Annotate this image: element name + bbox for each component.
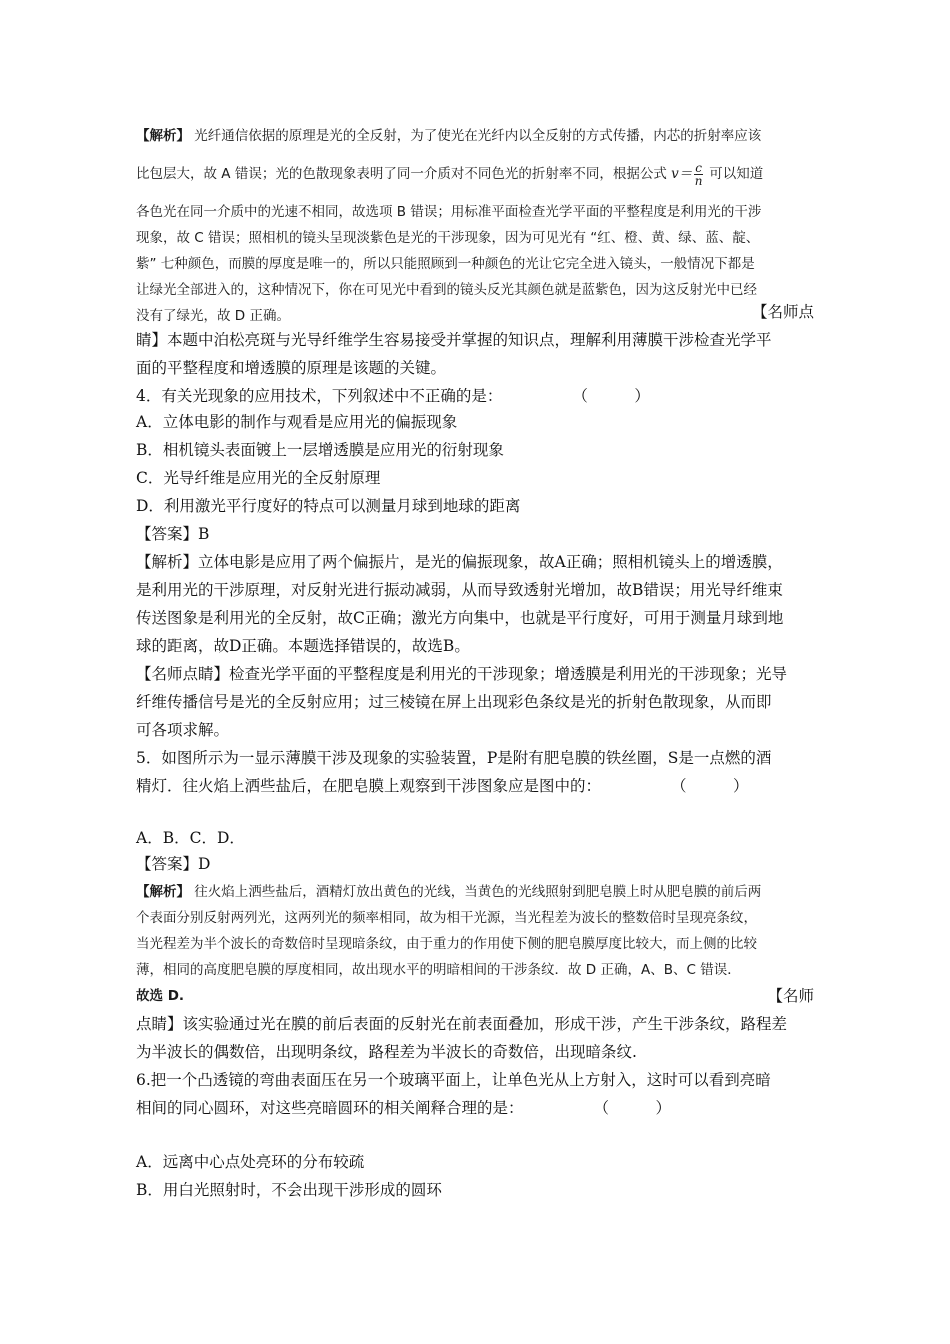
explanation-text: 往火焰上洒些盐后，酒精灯放出黄色的光线，当黄色的光线照射到肥皂膜上时从肥皂膜的前后两 <box>194 884 762 900</box>
formula-fraction <box>694 162 703 187</box>
mingshi-line <box>136 328 772 350</box>
mingshi-line: 为半波长的偶数倍，出现明条纹，路程差为半波长的奇数倍，出现暗条纹. <box>136 1043 637 1061</box>
mingshi-text: 本题中泊松亮斑与光导纤维学生容易接受并掌握的知识点，理解利用薄膜干涉检查光学平 <box>167 331 772 349</box>
answer-blank: （ ） <box>572 387 650 405</box>
explanation-tag: 【解析】 <box>136 128 190 144</box>
option-a: A．立体电影的制作与观看是应用光的偏振现象 <box>136 413 458 431</box>
option-b: B．用白光照射时，不会出现干涉形成的圆环 <box>136 1181 442 1199</box>
formula-denominator: n <box>694 173 703 188</box>
mingshi-tag: 【名师点 <box>751 303 814 321</box>
options-line: A．B．C．D． <box>136 829 245 847</box>
option-b: B．相机镜头表面镀上一层增透膜是应用光的衍射现象 <box>136 441 504 459</box>
question-5-stem-cont <box>136 774 749 796</box>
option-a: A．远离中心点处亮环的分布较疏 <box>136 1153 365 1171</box>
mingshi-tag: 睛】 <box>136 331 168 349</box>
mingshi-line: 【名师点睛】检查光学平面的平整程度是利用光的干涉现象；增透膜是利用光的干涉现象；光导 <box>136 665 788 683</box>
explanation-line <box>136 122 761 150</box>
mingshi-line <box>136 1012 787 1034</box>
explanation-line: 故选 D. <box>136 988 185 1004</box>
mingshi-line: 面的平整程度和增透膜的原理是该题的关键。 <box>136 359 447 377</box>
option-d: D．利用激光平行度好的特点可以测量月球到地球的距离 <box>136 497 521 515</box>
question-6-stem-cont <box>136 1096 671 1118</box>
question-5-stem: 5．如图所示为一显示薄膜干涉及现象的实验装置，P是附有肥皂膜的铁丝圈，S是一点燃的酒 <box>136 749 772 767</box>
question-text: 相间的同心圆环，对这些亮暗圆环的相关阐释合理的是： <box>136 1099 524 1117</box>
explanation-line: 薄，相同的高度肥皂膜的厚度相同，故出现水平的明暗相间的干涉条纹．故 D 正确，A、B、C 错误． <box>136 962 741 978</box>
explanation-line: 各色光在同一介质中的光速不相同，故选项 B 错误；用标准平面检查光学平面的平整程度是利用光的干涉 <box>136 204 762 220</box>
question-6-stem: 6.把一个凸透镜的弯曲表面压在另一个玻璃平面上，让单色光从上方射入，这时可以看到亮暗 <box>136 1071 771 1089</box>
question-text: 4．有关光现象的应用技术，下列叙述中不正确的是： <box>136 387 503 405</box>
analysis-line: 是利用光的干涉原理，对反射光进行振动减弱，从而导致透射光增加，故B错误；用光导纤维束 <box>136 581 783 599</box>
explanation-image-block-1 <box>136 122 776 322</box>
answer-blank: （ ） <box>593 1099 672 1117</box>
explanation-image-block-2 <box>136 878 762 1028</box>
formula-lhs: v＝ <box>671 166 693 182</box>
mingshi-text: 该实验通过光在膜的前后表面的反射光在前表面叠加，形成干涉，产生干涉条纹，路程差 <box>182 1015 788 1033</box>
analysis-line: 【解析】立体电影是应用了两个偏振片，是光的偏振现象，故A正确；照相机镜头上的增透膜， <box>136 553 783 571</box>
option-c: C．光导纤维是应用光的全反射原理 <box>136 469 381 487</box>
explanation-line: 个表面分别反射两列光，这两列光的频率相同，故为相干光源，当光程差为波长的整数倍时呈现亮条纹， <box>136 910 757 926</box>
explanation-line <box>136 878 761 906</box>
explanation-text: 光纤通信依据的原理是光的全反射，为了使光在光纤内以全反射的方式传播，内芯的折射率应该 <box>194 128 762 144</box>
explanation-tag: 【解析】 <box>136 884 190 900</box>
explanation-line: 没有了绿光，故 D 正确。 <box>136 308 290 324</box>
analysis-line: 球的距离，故D正确。本题选择错误的，故选B。 <box>136 637 470 655</box>
question-text: 精灯．往火焰上洒些盐后，在肥皂膜上观察到干涉图象应是图中的： <box>136 777 602 795</box>
question-4-stem <box>136 384 650 406</box>
answer: 【答案】B <box>136 525 210 543</box>
explanation-line: 当光程差为半个波长的奇数倍时呈现暗条纹，由于重力的作用使下侧的肥皂膜厚度比较大，而上侧的比较 <box>136 936 757 952</box>
explanation-text: 可以知道 <box>709 166 764 182</box>
explanation-line: 现象，故 C 错误；照相机的镜头呈现淡紫色是光的干涉现象，因为可见光有 “红、橙、黄、绿、蓝、靛、 <box>136 230 760 246</box>
mingshi-tag: 【名师 <box>767 987 814 1005</box>
mingshi-tag: 点睛】 <box>136 1015 183 1033</box>
analysis-line: 传送图象是利用光的全反射，故C正确；激光方向集中，也就是平行度好，可用于测量月球到地 <box>136 609 784 627</box>
mingshi-line: 纤维传播信号是光的全反射应用；过三棱镜在屏上出现彩色条纹是光的折射色散现象，从而即 <box>136 693 772 711</box>
formula-numerator: c <box>695 160 702 175</box>
answer-blank: （ ） <box>671 777 749 795</box>
answer: 【答案】D <box>136 855 211 873</box>
explanation-line: 让绿光全部进入的，这种情况下，你在可见光中看到的镜头反光其颜色就是蓝紫色，因为这反射光中已经 <box>136 282 757 298</box>
explanation-text: 比包层大，故 A 错误；光的色散现象表明了同一介质对不同色光的折射率不同，根据公式 <box>136 166 667 182</box>
explanation-line <box>136 160 763 188</box>
explanation-line: 紫” 七种颜色，而膜的厚度是唯一的，所以只能照顾到一种颜色的光让它完全进入镜头，一般情况下都是 <box>136 256 755 272</box>
mingshi-line: 可各项求解。 <box>136 721 230 739</box>
